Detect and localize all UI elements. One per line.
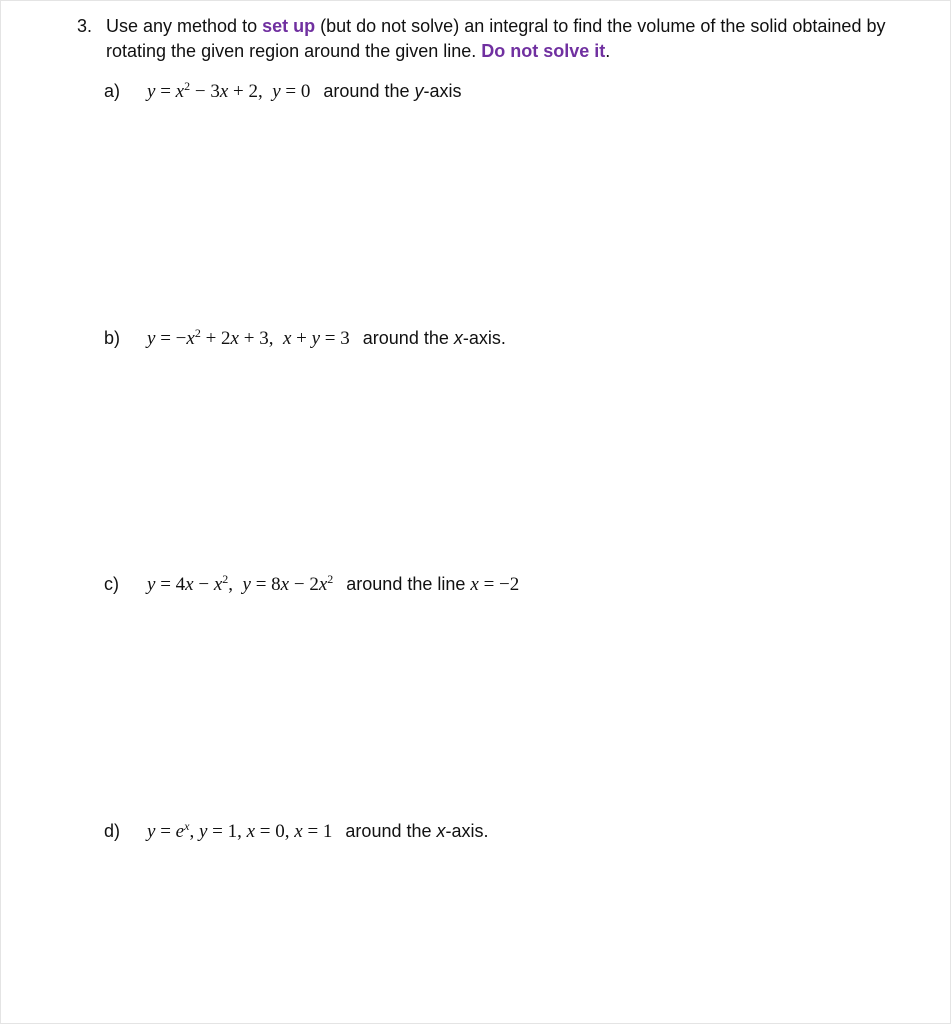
- part-d-equation: $y = e^x$, y = 1, x = 0, x = 1: [147, 819, 333, 842]
- part-b-axis-text: around the x-axis.: [362, 328, 506, 348]
- question-prompt: [106, 14, 927, 64]
- part-b: [104, 326, 506, 351]
- prompt-highlight-set-up: set up: [262, 16, 316, 36]
- part-d: [104, 819, 489, 844]
- part-b-label: b): [104, 328, 121, 348]
- question-3: [77, 14, 927, 64]
- part-a: [104, 79, 462, 104]
- prompt-text-3: .: [605, 41, 611, 61]
- part-a-label: a): [104, 81, 121, 101]
- part-a-equation: $y = x^2 - 3x + 2$, y = 0: [147, 79, 311, 102]
- prompt-highlight-do-not-solve: Do not solve it: [481, 41, 606, 61]
- part-c-line-equation: x = −2: [470, 574, 520, 595]
- part-d-label: d): [104, 821, 121, 841]
- part-d-axis-text: around the x-axis.: [345, 821, 489, 841]
- prompt-text-2: (but do not solve) an integral to find the volume of the solid obtained by rotating the given region around the given line.: [106, 16, 886, 61]
- part-c-label: c): [104, 574, 119, 594]
- part-a-axis-text: around the y-axis: [323, 81, 462, 101]
- part-c-axis-text: around the line: [346, 574, 471, 594]
- part-b-equation: $y = -x^2 + 2x + 3$, x + y = 3: [147, 326, 350, 349]
- part-c: [104, 572, 527, 597]
- part-c-equation: $y = 4x - x^2$, $y = 8x - 2x^2$: [147, 572, 334, 595]
- prompt-text-1: Use any method to: [106, 16, 263, 36]
- question-number: 3.: [77, 16, 93, 36]
